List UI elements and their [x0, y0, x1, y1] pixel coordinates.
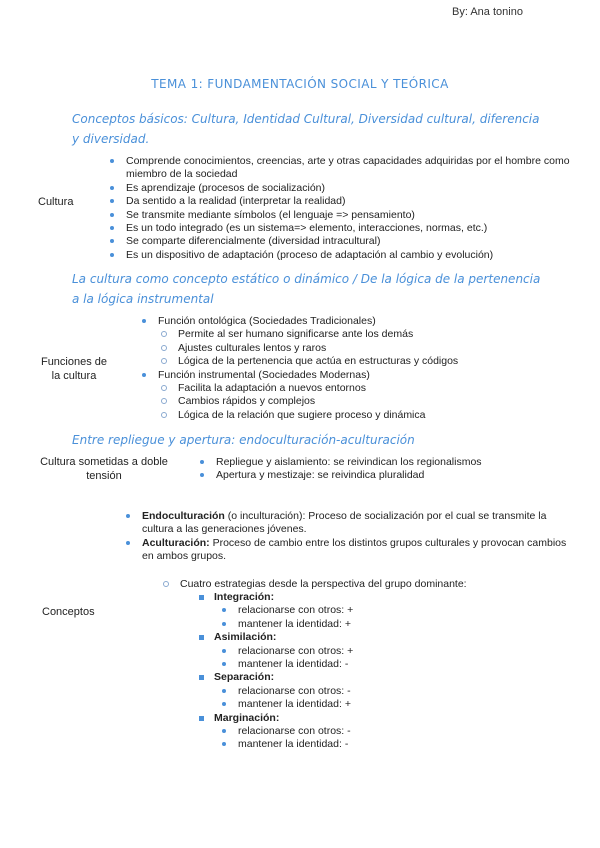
list-item: mantener la identidad: +	[218, 698, 578, 711]
sub-list	[158, 328, 578, 368]
list-item: relacionarse con otros: -	[218, 685, 578, 698]
side-label-line: Funciones de	[40, 356, 108, 368]
sub-list	[218, 604, 578, 631]
list-item: mantener la identidad: -	[218, 738, 578, 751]
sub-list	[218, 725, 578, 752]
strategy-name: Marginación:	[214, 711, 280, 724]
strategy-name: Integración:	[214, 591, 275, 603]
funciones-list	[138, 315, 578, 422]
list-item: Ajustes culturales lentos y raros	[158, 342, 578, 355]
list-item	[138, 369, 578, 423]
list-item: Cuatro estrategias desde la perspectiva del grupo dominante:	[160, 578, 580, 591]
section-heading-conceptos-basicos: Conceptos básicos: Cultura, Identidad Cultural, Diversidad cultural, diferencia y diversidad.	[72, 112, 540, 146]
list-item: Es aprendizaje (procesos de socialización)	[106, 182, 576, 195]
list-item	[122, 510, 578, 537]
strategy-separacion	[198, 671, 578, 711]
author-credit: By: Ana tonino	[452, 6, 523, 18]
strategy-asimilacion	[198, 631, 578, 671]
section-heading-repliegue-apertura: Entre repliegue y apertura: endoculturación-aculturación	[72, 433, 415, 447]
group-label: Función instrumental (Sociedades Modernas)	[158, 368, 370, 381]
side-label-funciones	[34, 355, 114, 383]
list-item	[138, 315, 578, 369]
side-label-conceptos: Conceptos	[42, 606, 95, 618]
tension-list	[196, 456, 576, 483]
list-item: mantener la identidad: +	[218, 618, 578, 631]
list-item: Es un todo integrado (es un sistema=> elemento, interacciones, normas, etc.)	[106, 222, 576, 235]
term-aculturacion: Aculturación:	[142, 536, 210, 549]
list-item: relacionarse con otros: +	[218, 645, 578, 658]
strategy-marginacion	[198, 712, 578, 752]
estrategias-sublist	[198, 591, 578, 752]
definition-endoculturacion: (o inculturación): Proceso de socialización por el cual se transmite la cultura a las generaciones jóvenes.	[142, 510, 547, 536]
list-item: Lógica de la pertenencia que actúa en estructuras y códigos	[158, 355, 578, 368]
list-item: relacionarse con otros: +	[218, 604, 578, 617]
definition-aculturacion: Proceso de cambio entre los distintos grupos culturales y provocan cambios en ambos grupos.	[142, 536, 567, 563]
sub-list	[218, 685, 578, 712]
side-label-line: la cultura	[51, 370, 97, 382]
list-item: mantener la identidad: -	[218, 658, 578, 671]
list-item: Es un dispositivo de adaptación (proceso de adaptación al cambio y evolución)	[106, 249, 576, 262]
list-item: Lógica de la relación que sugiere proceso y dinámica	[158, 409, 578, 422]
list-item: Repliegue y aislamiento: se reivindican los regionalismos	[196, 456, 576, 469]
side-label-line: Cultura sometidas a doble	[40, 456, 168, 468]
list-item: Facilita la adaptación a nuevos entornos	[158, 382, 578, 395]
page-title: TEMA 1: FUNDAMENTACIÓN SOCIAL Y TEÓRICA	[151, 77, 449, 91]
conceptos-list	[122, 510, 578, 564]
sub-list	[218, 645, 578, 672]
list-item: Da sentido a la realidad (interpretar la realidad)	[106, 195, 576, 208]
list-item: Apertura y mestizaje: se reivindica pluralidad	[196, 469, 576, 482]
term-endoculturacion: Endoculturación	[142, 510, 225, 522]
estrategias-list	[160, 578, 580, 591]
strategy-name: Separación:	[214, 671, 275, 684]
strategy-integracion	[198, 591, 578, 631]
list-item: Comprende conocimientos, creencias, arte y otras capacidades adquiridas por el hombre como miembro de la sociedad	[106, 155, 576, 182]
cultura-list	[106, 155, 576, 262]
list-item	[122, 537, 578, 564]
list-item: Se transmite mediante símbolos (el lenguaje => pensamiento)	[106, 209, 576, 222]
list-item: relacionarse con otros: -	[218, 725, 578, 738]
sub-list	[158, 382, 578, 422]
group-label: Función ontológica (Sociedades Tradicionales)	[158, 315, 376, 327]
strategy-name: Asimilación:	[214, 631, 277, 644]
side-label-cultura: Cultura	[38, 196, 74, 208]
section-heading-cultura-estatico-dinamico: La cultura como concepto estático o dinámico / De la lógica de la pertenencia a la lógica instrumental	[72, 272, 541, 306]
list-item: Se comparte diferencialmente (diversidad intracultural)	[106, 235, 576, 248]
list-item: Permite al ser humano significarse ante los demás	[158, 328, 578, 341]
side-label-line: tensión	[86, 470, 122, 482]
side-label-doble-tension	[30, 455, 178, 483]
list-item: Cambios rápidos y complejos	[158, 395, 578, 408]
